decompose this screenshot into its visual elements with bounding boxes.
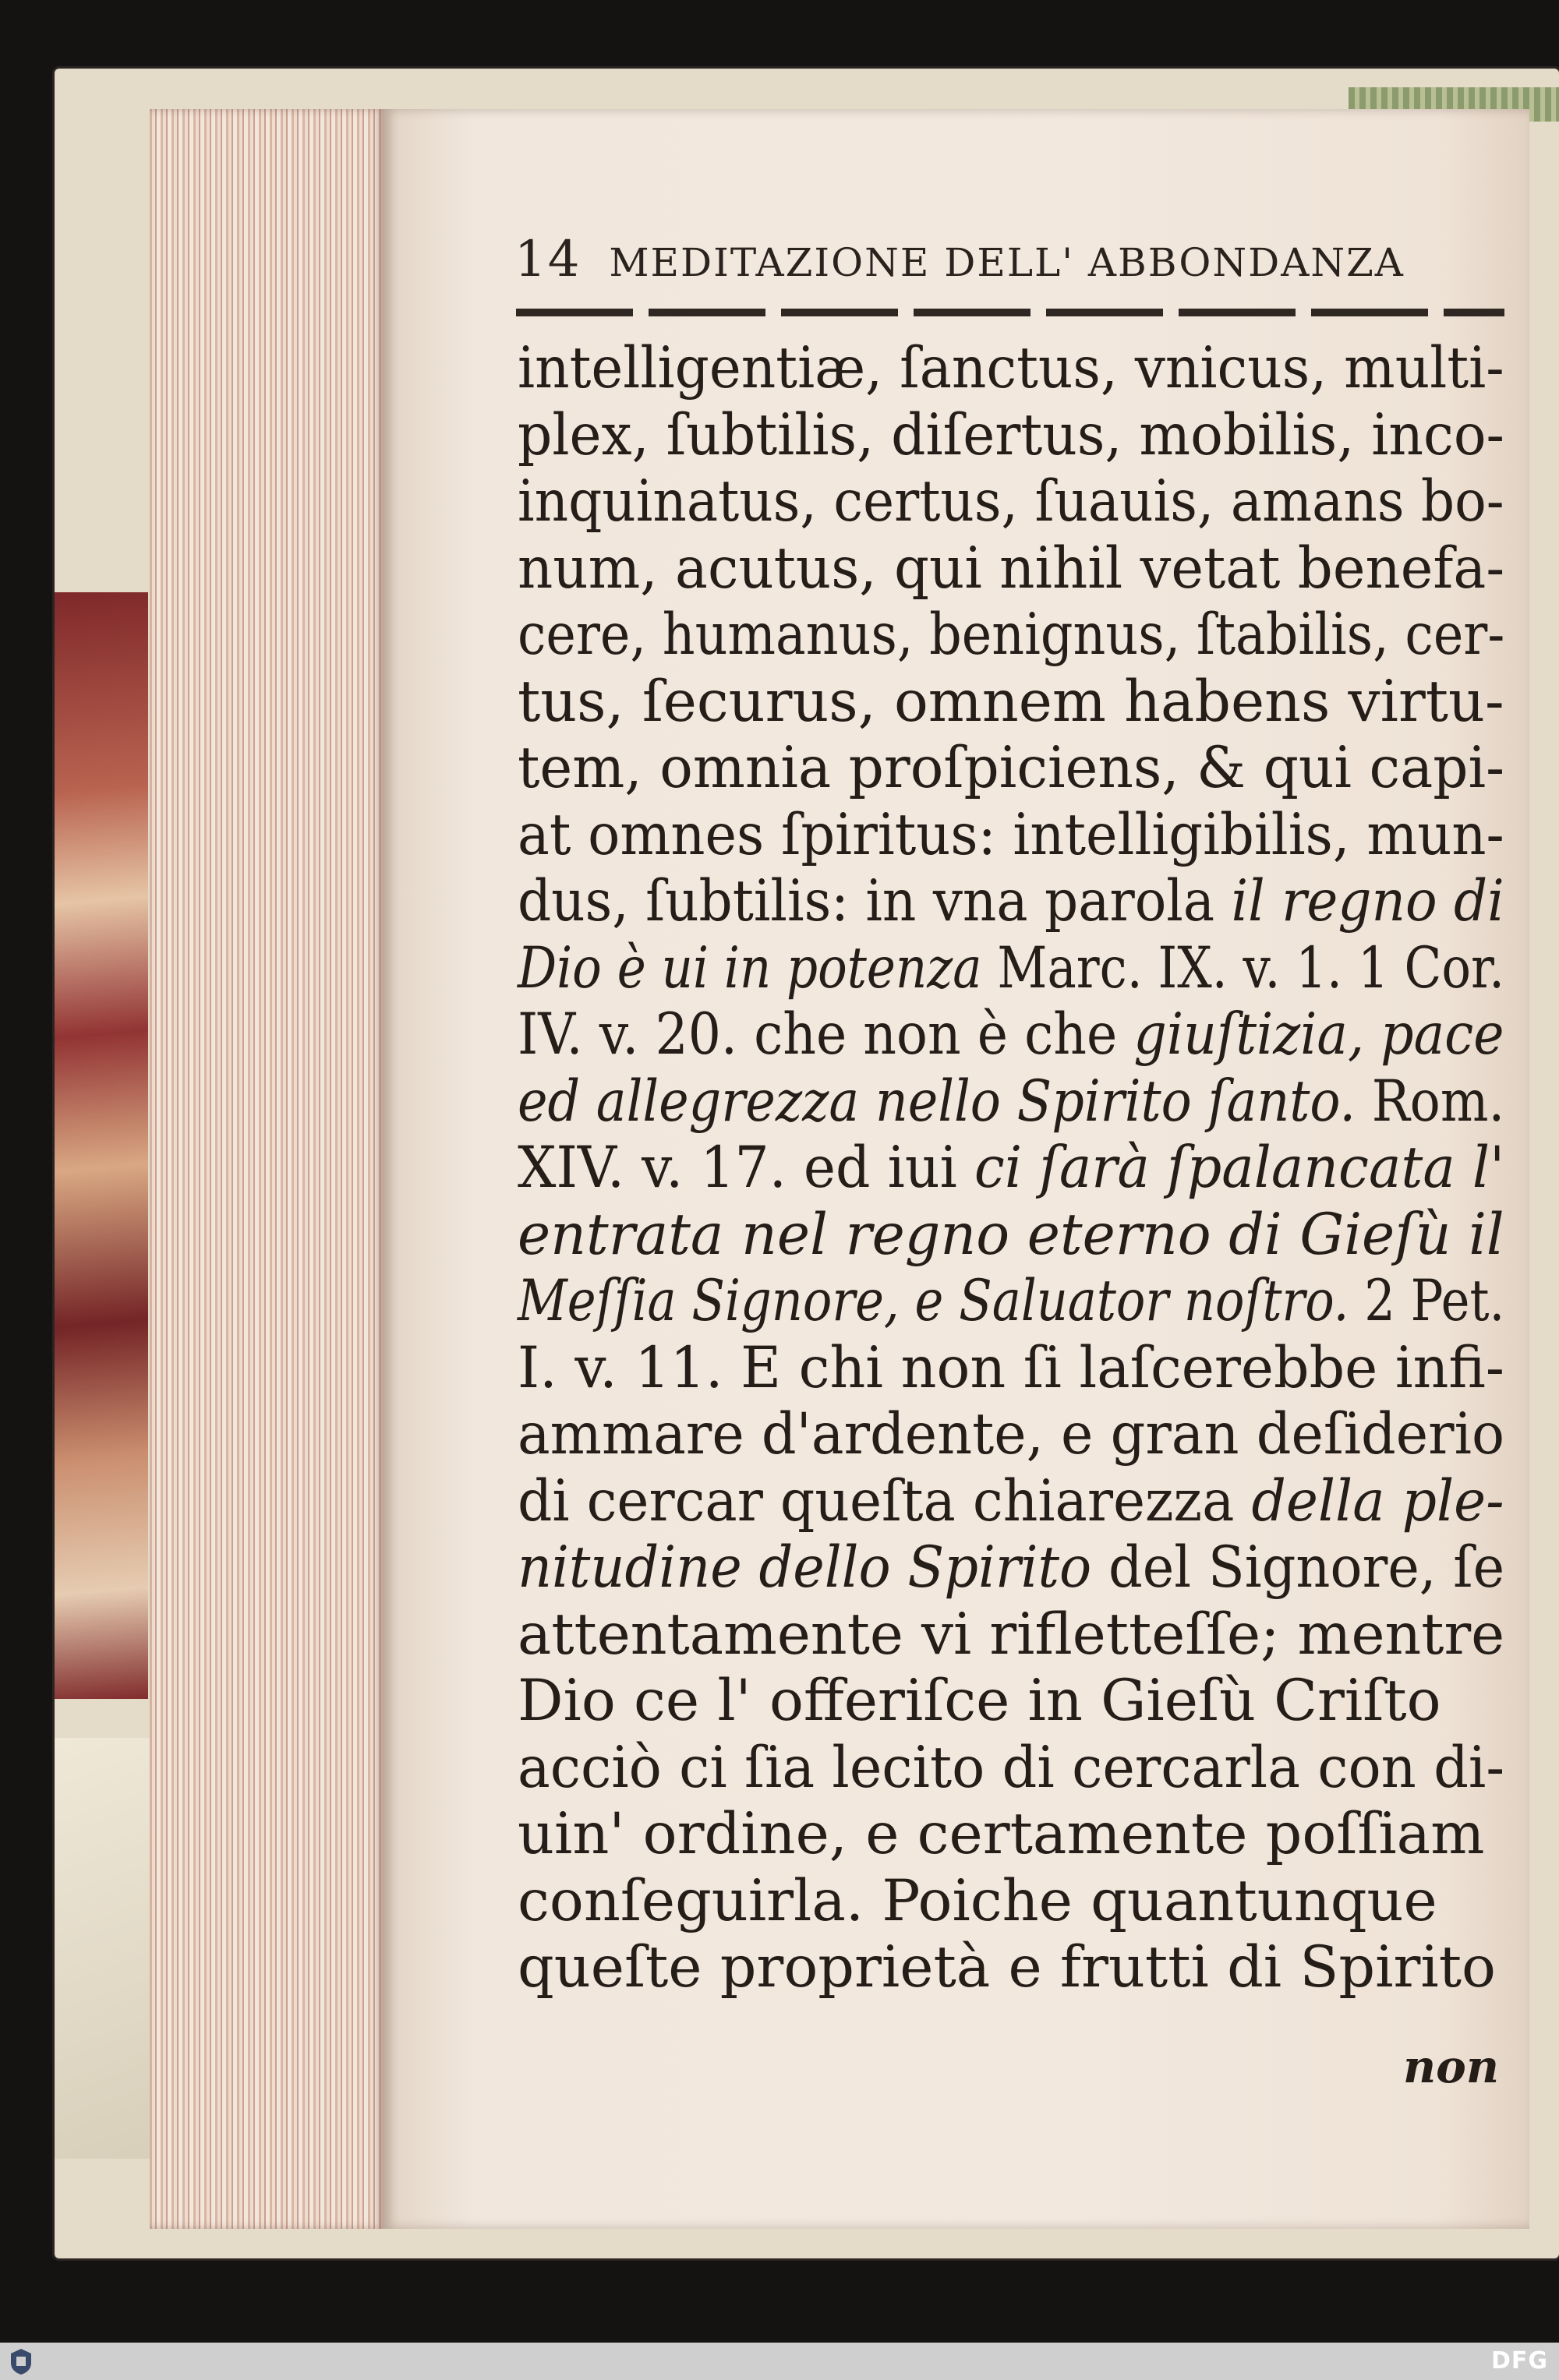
text-line (518, 1467, 1504, 1535)
text-run: del Signore, ſe (1091, 1534, 1505, 1601)
text-line (518, 1668, 1504, 1735)
running-title: MEDITAZIONE DELL' ABBONDANZA (609, 240, 1405, 285)
text-run: tem, omnia proſpiciens, & qui capi- (518, 735, 1505, 801)
text-line (518, 1401, 1505, 1468)
text-run: I. v. 11. E chi non ſi laſcerebbe infi- (518, 1334, 1504, 1401)
text-run: conſeguirla. Poiche quantunque (518, 1867, 1437, 1934)
text-line (518, 1001, 1504, 1068)
text-line (518, 1734, 1505, 1802)
marbled-endpaper (55, 592, 148, 1699)
text-line (518, 735, 1505, 802)
page-number: 14 (514, 231, 582, 288)
text-line (518, 1601, 1505, 1668)
viewer-footer-bar (0, 2343, 1559, 2380)
text-line (518, 1868, 1504, 1935)
text-run: num, acutus, qui nihil vetat benefa- (518, 535, 1505, 602)
text-line (518, 1801, 1504, 1868)
italic-text-run: nitudine dello Spirito (518, 1534, 1092, 1601)
italic-text-run: Dio è ui in potenza (518, 934, 982, 1001)
italic-text-run: il regno di (1231, 868, 1504, 934)
library-crest-icon (8, 2347, 34, 2375)
text-line (518, 535, 1505, 602)
text-run: IV. v. 20. che non è che (518, 1001, 1134, 1068)
header-rule (516, 309, 1504, 316)
text-run: cere, humanus, benignus, ſtabilis, cer- (518, 602, 1505, 668)
text-line (518, 1135, 1505, 1202)
text-line (518, 1201, 1504, 1269)
text-line (518, 1934, 1504, 2001)
text-line (518, 468, 1504, 535)
text-line (518, 1534, 1505, 1601)
text-line (518, 669, 1502, 736)
page-text-block (518, 335, 1504, 2001)
text-run: di cercar queſta chiarezza (518, 1467, 1252, 1534)
text-run: acciò ci ſia lecito di cercarla con di- (518, 1734, 1505, 1801)
text-run: 2 Pet. (1349, 1268, 1505, 1334)
text-run: plex, ſubtilis, diſertus, mobilis, inco- (518, 401, 1504, 468)
text-line (518, 1268, 1505, 1335)
italic-text-run: della ple- (1251, 1467, 1504, 1534)
text-run: intelligentiæ, ſanctus, vnicus, multi- (518, 335, 1504, 401)
text-run: tus, ſecurus, omnem habens virtu- (518, 668, 1504, 735)
text-line (518, 801, 1504, 869)
text-line (518, 602, 1505, 669)
italic-text-run: ed allegrezza nello Spirito ſanto. (518, 1068, 1356, 1135)
text-line (518, 934, 1504, 1002)
text-run: Dio ce l' offeriſce in Gieſù Criſto (518, 1668, 1441, 1734)
text-line (518, 335, 1504, 402)
text-run: dus, ſubtilis: in vna parola (518, 868, 1232, 934)
italic-text-run: entrata nel regno eterno di Gieſù il (518, 1201, 1504, 1268)
italic-text-run: Meſſia Signore, e Saluator noſtro. (518, 1268, 1349, 1334)
page-header (514, 231, 1473, 288)
text-line (518, 401, 1504, 469)
text-run: inquinatus, certus, ſuauis, amans bo- (518, 468, 1504, 535)
page-edges (150, 109, 384, 2229)
text-line (518, 868, 1504, 935)
text-run: Marc. IX. v. 1. 1 Cor. (981, 934, 1504, 1001)
text-run: at omnes ſpiritus: intelligibilis, mun- (518, 801, 1504, 868)
text-run: XIV. v. 17. ed iui (518, 1135, 974, 1201)
text-run: Rom. (1356, 1068, 1505, 1135)
italic-text-run: giuſtizia, pace (1133, 1001, 1504, 1068)
catchword: non (1403, 2040, 1500, 2093)
italic-text-run: ci ſarà ſpalancata l' (974, 1135, 1505, 1201)
text-run: attentamente vi rifletteſſe; mentre (518, 1601, 1505, 1668)
dfg-credit: DFG (1490, 2347, 1548, 2375)
text-line (518, 1068, 1505, 1135)
text-run: uin' ordine, e certamente poſſiam (518, 1801, 1485, 1867)
text-run: queſte proprietà e frutti di Spirito (518, 1934, 1496, 2000)
text-run: ammare d'ardente, e gran deſiderio (518, 1401, 1505, 1467)
text-line (518, 1334, 1504, 1402)
